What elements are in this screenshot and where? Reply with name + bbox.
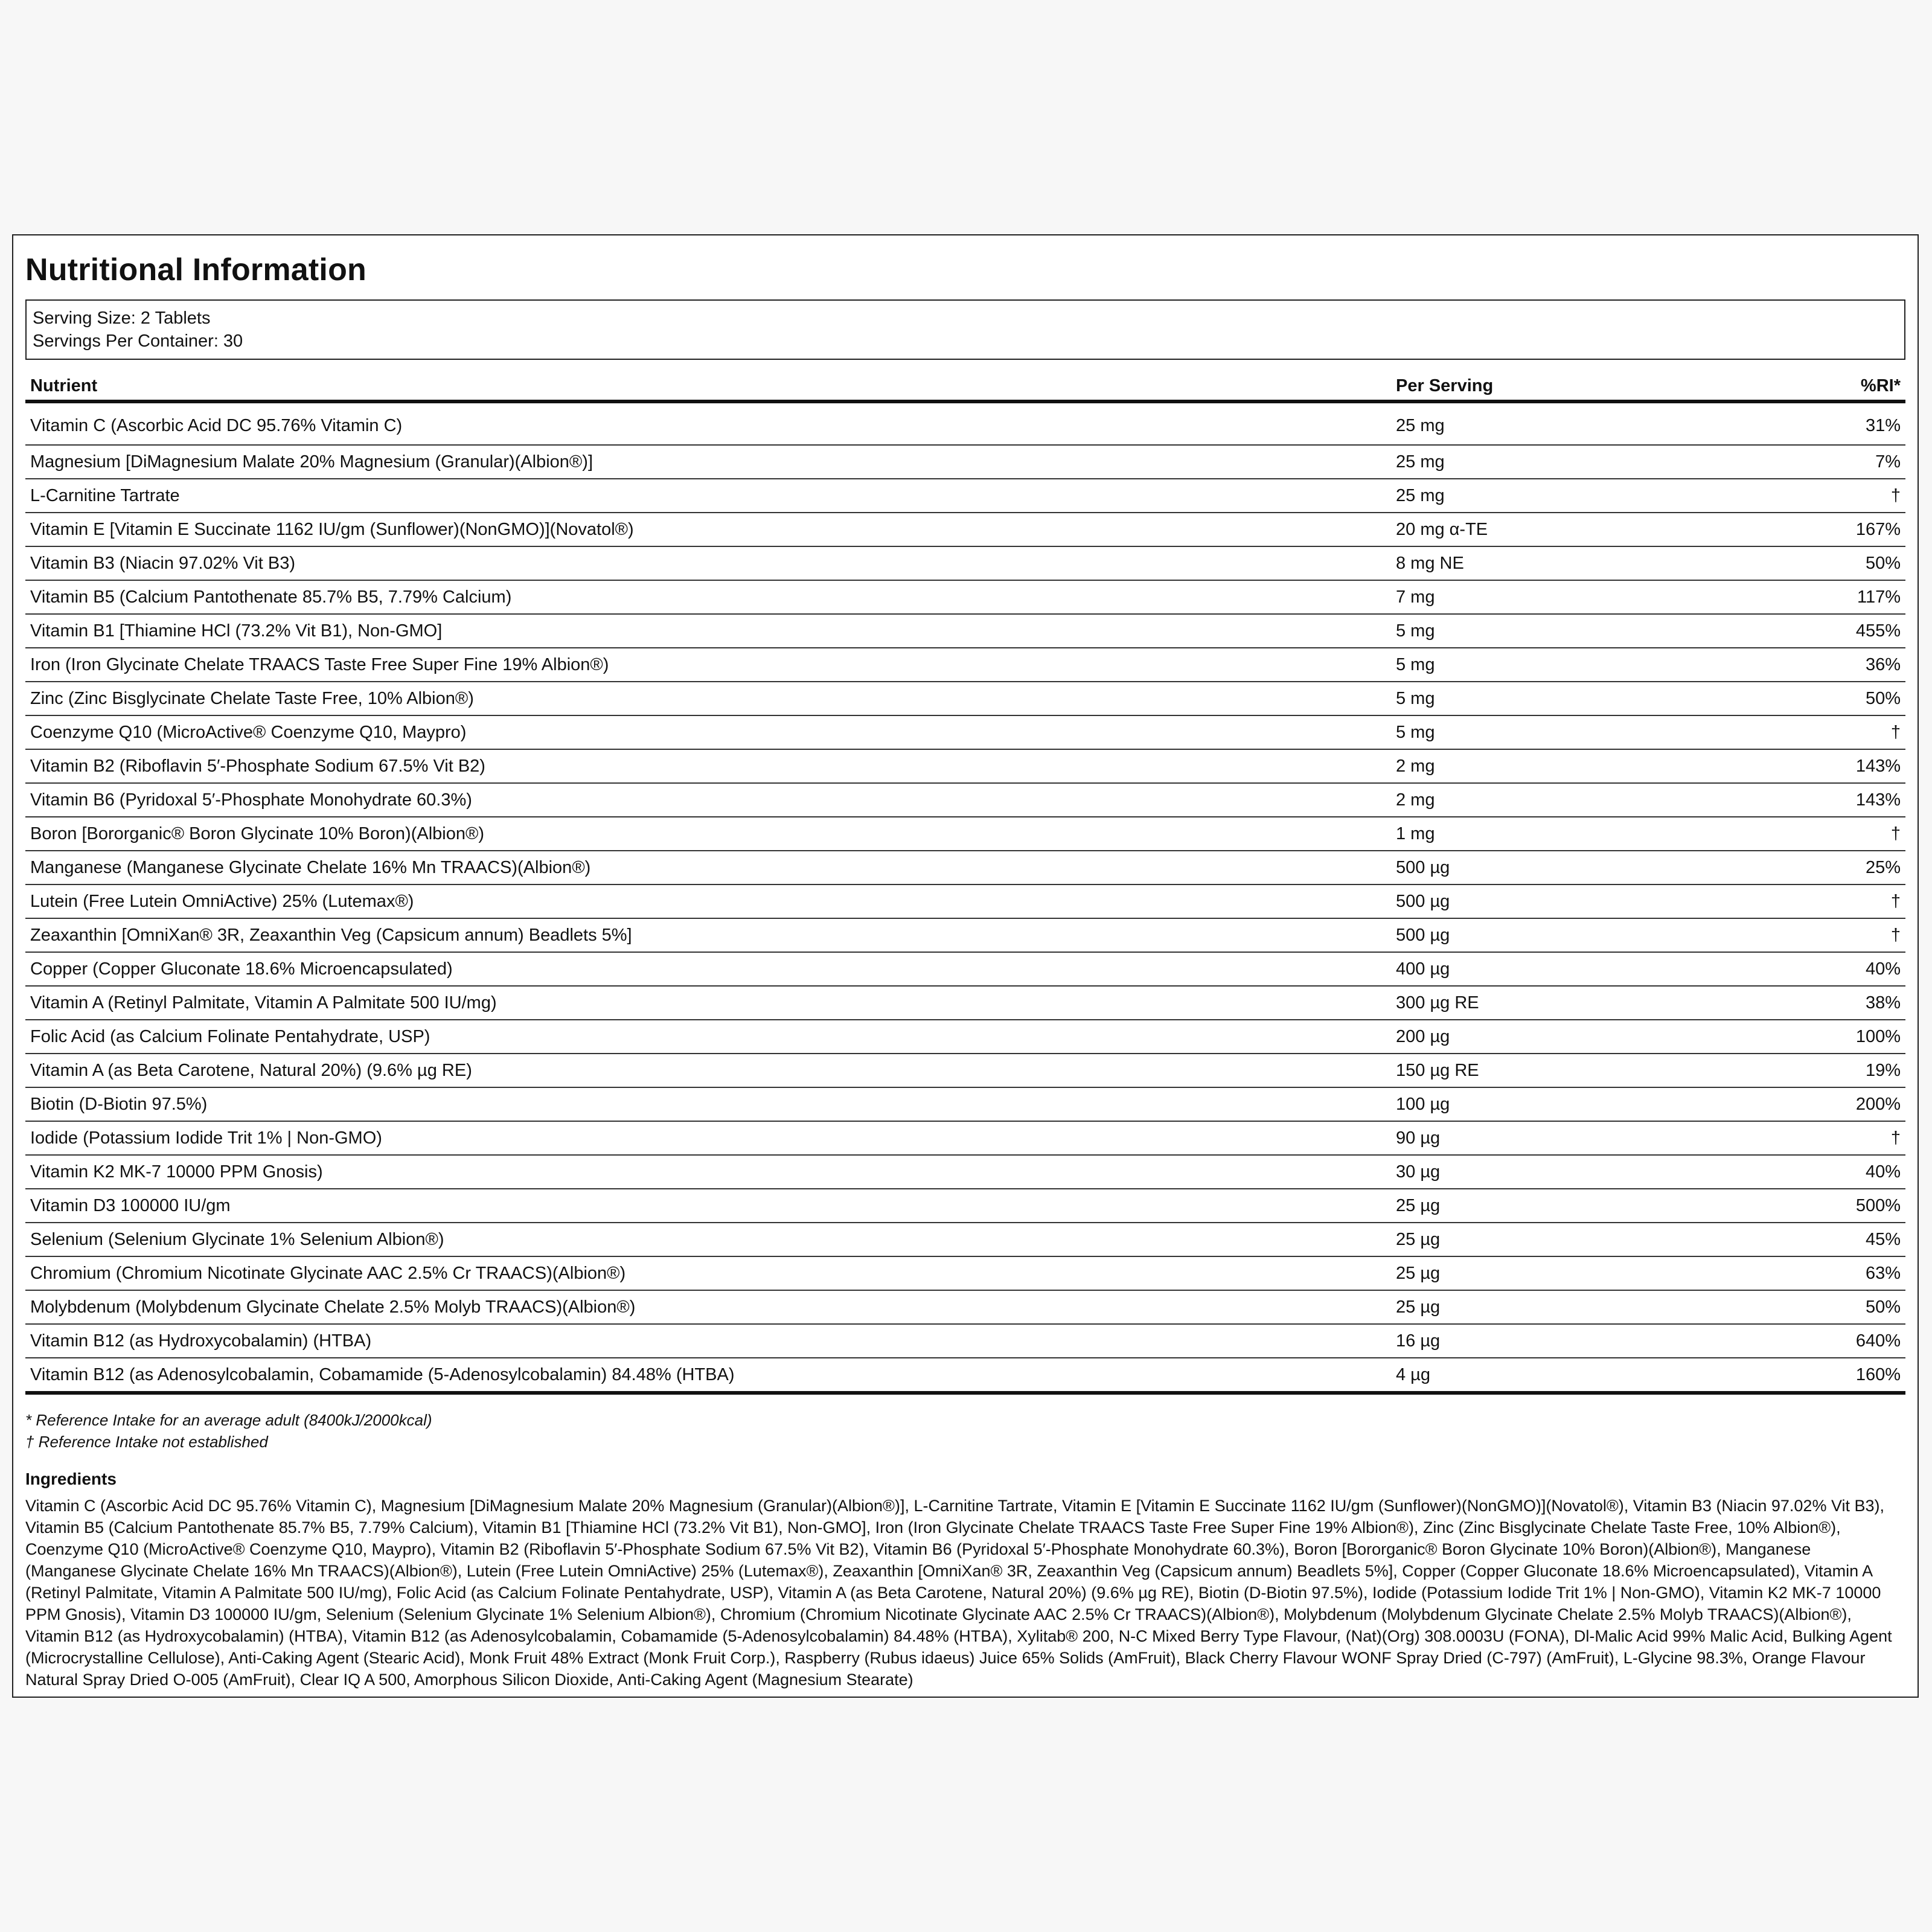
ri-cell: 117%	[1678, 580, 1905, 614]
table-row	[25, 1189, 1905, 1223]
table-row	[25, 445, 1905, 479]
page-title: Nutritional Information	[25, 252, 366, 287]
nutrient-cell: Molybdenum (Molybdenum Glycinate Chelate 2.5% Molyb TRAACS)(Albion®)	[25, 1290, 1391, 1324]
per-serving-cell: 4 µg	[1391, 1358, 1678, 1393]
nutrient-cell: Vitamin B3 (Niacin 97.02% Vit B3)	[25, 546, 1391, 580]
nutrient-cell: Coenzyme Q10 (MicroActive® Coenzyme Q10, Maypro)	[25, 715, 1391, 749]
ri-cell: †	[1678, 884, 1905, 918]
table-row	[25, 1054, 1905, 1087]
per-serving-cell: 25 mg	[1391, 445, 1678, 479]
nutrient-cell: Zinc (Zinc Bisglycinate Chelate Taste Free, 10% Albion®)	[25, 682, 1391, 715]
per-serving-cell: 5 mg	[1391, 715, 1678, 749]
per-serving-cell: 25 µg	[1391, 1290, 1678, 1324]
table-row	[25, 918, 1905, 952]
per-serving-cell: 1 mg	[1391, 817, 1678, 851]
header-nutrient: Nutrient	[25, 372, 1391, 401]
nutrient-cell: Biotin (D-Biotin 97.5%)	[25, 1087, 1391, 1121]
nutrient-cell: Vitamin B2 (Riboflavin 5′-Phosphate Sodium 67.5% Vit B2)	[25, 749, 1391, 783]
table-row	[25, 546, 1905, 580]
nutrient-cell: Lutein (Free Lutein OmniActive) 25% (Lutemax®)	[25, 884, 1391, 918]
per-serving-cell: 20 mg α-TE	[1391, 513, 1678, 546]
nutrient-cell: Iron (Iron Glycinate Chelate TRAACS Taste Free Super Fine 19% Albion®)	[25, 648, 1391, 682]
ingredients-heading: Ingredients	[25, 1470, 117, 1488]
ri-cell: 455%	[1678, 614, 1905, 648]
per-serving-cell: 5 mg	[1391, 648, 1678, 682]
per-serving-cell: 500 µg	[1391, 918, 1678, 952]
nutrient-cell: Iodide (Potassium Iodide Trit 1% | Non-GMO)	[25, 1121, 1391, 1155]
ri-cell: 63%	[1678, 1256, 1905, 1290]
per-serving-cell: 8 mg NE	[1391, 546, 1678, 580]
ri-cell: 40%	[1678, 952, 1905, 986]
table-row	[25, 1121, 1905, 1155]
table-row	[25, 401, 1905, 445]
ingredients-text: Vitamin C (Ascorbic Acid DC 95.76% Vitamin C), Magnesium [DiMagnesium Malate 20% Magnesium (Granular)(Albion®)], L-Carnitine Tartrate, Vitamin E [Vitamin E Succinate 1162 IU/gm (Sunflower)(NonGMO)](Novatol®), Vitamin B3 (Niacin 97.02% Vit B3), Vitamin B5 (Calcium Pantothenate 85.7% B5, 7.79% Calcium), Vitamin B1 [Thiamine HCl (73.2% Vit B1), Non-GMO], Iron (Iron Glycinate Chelate TRAACS Taste Free Super Fine 19% Albion®), Zinc (Zinc Bisglycinate Chelate Taste Free, 10% Albion®), Coenzyme Q10 (MicroActive® Coenzyme Q10, Maypro), Vitamin B2 (Riboflavin 5′-Phosphate Sodium 67.5% Vit B2), Vitamin B6 (Pyridoxal 5′-Phosphate Monohydrate 60.3%), Boron [Bororganic® Boron Glycinate 10% Boron)(Albion®), Manganese (Manganese Glycinate Chelate 16% Mn TRAACS)(Albion®), Lutein (Free Lutein OmniActive) 25% (Lutemax®), Zeaxanthin [OmniXan® 3R, Zeaxanthin Veg (Capsicum annum) Beadlets 5%], Copper (Copper Gluconate 18.6% Microencapsulated), Vitamin A (Retinyl Palmitate, Vitamin A Palmitate 500 IU/mg), Folic Acid (as Calcium Folinate Pentahydrate, USP), Vitamin A (as Beta Carotene, Natural 20%) (9.6% µg RE), Biotin (D-Biotin 97.5%), Iodide (Potassium Iodide Trit 1% | Non-GMO), Vitamin K2 MK-7 10000 PPM Gnosis), Vitamin D3 100000 IU/gm, Selenium (Selenium Glycinate 1% Selenium Albion®), Chromium (Chromium Nicotinate Glycinate AAC 2.5% Cr TRAACS)(Albion®), Molybdenum (Molybdenum Glycinate Chelate 2.5% Molyb TRAACS)(Albion®), Vitamin B12 (as Hydroxycobalamin) (HTBA), Vitamin B12 (as Adenosylcobalamin, Cobamamide (5-Adenosylcobalamin) 84.48% (HTBA), Xylitab® 200, N-C Mixed Berry Type Flavour, (Nat)(Org) 308.0003U (FONA), Dl-Malic Acid 99% Malic Acid, Bulking Agent (Microcrystalline Cellulose), Anti-Caking Agent (Stearic Acid), Monk Fruit 48% Extract (Monk Fruit Corp.), Raspberry (Rubus idaeus) Juice 65% Solids (AmFruit), Black Cherry Flavour WONF Spray Dried (C-797) (AmFruit), L-Glycine 98.3%, Orange Flavour Natural Spray Dried O-005 (AmFruit), Clear IQ A 500, Amorphous Silicon Dioxide, Anti-Caking Agent (Magnesium Stearate)	[25, 1497, 1892, 1689]
table-row	[25, 614, 1905, 648]
nutrient-rows	[25, 401, 1905, 1393]
table-row	[25, 817, 1905, 851]
nutrient-cell: Vitamin E [Vitamin E Succinate 1162 IU/gm (Sunflower)(NonGMO)](Novatol®)	[25, 513, 1391, 546]
ri-cell: 50%	[1678, 682, 1905, 715]
nutrient-cell: Vitamin B12 (as Hydroxycobalamin) (HTBA)	[25, 1324, 1391, 1358]
table-row	[25, 1155, 1905, 1189]
nutrient-cell: Chromium (Chromium Nicotinate Glycinate AAC 2.5% Cr TRAACS)(Albion®)	[25, 1256, 1391, 1290]
ri-cell: †	[1678, 817, 1905, 851]
footnote-reference-intake: * Reference Intake for an average adult (8400kJ/2000kcal)	[25, 1411, 432, 1429]
table-row	[25, 952, 1905, 986]
per-serving-cell: 16 µg	[1391, 1324, 1678, 1358]
nutrient-cell: Vitamin A (Retinyl Palmitate, Vitamin A Palmitate 500 IU/mg)	[25, 986, 1391, 1020]
ri-cell: 160%	[1678, 1358, 1905, 1393]
servings-per-container: Servings Per Container: 30	[33, 331, 243, 351]
ri-cell: 50%	[1678, 546, 1905, 580]
nutrient-cell: Zeaxanthin [OmniXan® 3R, Zeaxanthin Veg (Capsicum annum) Beadlets 5%]	[25, 918, 1391, 952]
nutrition-panel	[12, 234, 1919, 1698]
table-row	[25, 648, 1905, 682]
per-serving-cell: 90 µg	[1391, 1121, 1678, 1155]
per-serving-cell: 25 mg	[1391, 401, 1678, 445]
serving-size: Serving Size: 2 Tablets	[33, 309, 211, 328]
header-ri: %RI*	[1678, 372, 1905, 401]
per-serving-cell: 7 mg	[1391, 580, 1678, 614]
ri-cell: 19%	[1678, 1054, 1905, 1087]
nutrient-cell: Manganese (Manganese Glycinate Chelate 16% Mn TRAACS)(Albion®)	[25, 851, 1391, 884]
per-serving-cell: 300 µg RE	[1391, 986, 1678, 1020]
per-serving-cell: 25 µg	[1391, 1256, 1678, 1290]
table-row	[25, 1290, 1905, 1324]
header-per-serving: Per Serving	[1391, 372, 1678, 401]
nutrient-cell: Magnesium [DiMagnesium Malate 20% Magnesium (Granular)(Albion®)]	[25, 445, 1391, 479]
nutrient-table	[25, 372, 1905, 1395]
table-row	[25, 1087, 1905, 1121]
table-row	[25, 1256, 1905, 1290]
table-row	[25, 1324, 1905, 1358]
nutrient-cell: Vitamin A (as Beta Carotene, Natural 20%) (9.6% µg RE)	[25, 1054, 1391, 1087]
ri-cell: 45%	[1678, 1223, 1905, 1256]
nutrient-cell: Vitamin K2 MK-7 10000 PPM Gnosis)	[25, 1155, 1391, 1189]
per-serving-cell: 500 µg	[1391, 884, 1678, 918]
ri-cell: †	[1678, 715, 1905, 749]
nutrient-cell: Vitamin D3 100000 IU/gm	[25, 1189, 1391, 1223]
ri-cell: 31%	[1678, 401, 1905, 445]
nutrient-cell: Folic Acid (as Calcium Folinate Pentahydrate, USP)	[25, 1020, 1391, 1054]
per-serving-cell: 2 mg	[1391, 783, 1678, 817]
ri-cell: 40%	[1678, 1155, 1905, 1189]
table-header-row	[25, 372, 1905, 401]
nutrient-cell: Vitamin C (Ascorbic Acid DC 95.76% Vitamin C)	[25, 401, 1391, 445]
per-serving-cell: 2 mg	[1391, 749, 1678, 783]
nutrient-cell: Boron [Bororganic® Boron Glycinate 10% Boron)(Albion®)	[25, 817, 1391, 851]
per-serving-cell: 5 mg	[1391, 682, 1678, 715]
ri-cell: †	[1678, 1121, 1905, 1155]
ri-cell: 640%	[1678, 1324, 1905, 1358]
ri-cell: 500%	[1678, 1189, 1905, 1223]
table-row	[25, 1223, 1905, 1256]
per-serving-cell: 500 µg	[1391, 851, 1678, 884]
per-serving-cell: 200 µg	[1391, 1020, 1678, 1054]
per-serving-cell: 25 µg	[1391, 1189, 1678, 1223]
table-row	[25, 986, 1905, 1020]
nutrient-cell: Selenium (Selenium Glycinate 1% Selenium Albion®)	[25, 1223, 1391, 1256]
ri-cell: 7%	[1678, 445, 1905, 479]
table-row	[25, 749, 1905, 783]
ri-cell: †	[1678, 918, 1905, 952]
ri-cell: 143%	[1678, 783, 1905, 817]
table-row	[25, 682, 1905, 715]
table-row	[25, 479, 1905, 513]
serving-info-box	[25, 299, 1905, 360]
per-serving-cell: 400 µg	[1391, 952, 1678, 986]
table-row	[25, 1358, 1905, 1393]
nutrient-cell: L-Carnitine Tartrate	[25, 479, 1391, 513]
ri-cell: 50%	[1678, 1290, 1905, 1324]
per-serving-cell: 5 mg	[1391, 614, 1678, 648]
table-row	[25, 851, 1905, 884]
table-row	[25, 513, 1905, 546]
footnotes	[25, 1409, 1905, 1453]
table-row	[25, 783, 1905, 817]
ri-cell: 38%	[1678, 986, 1905, 1020]
nutrient-cell: Vitamin B6 (Pyridoxal 5′-Phosphate Monohydrate 60.3%)	[25, 783, 1391, 817]
nutrient-cell: Vitamin B12 (as Adenosylcobalamin, Cobamamide (5-Adenosylcobalamin) 84.48% (HTBA)	[25, 1358, 1391, 1393]
table-row	[25, 580, 1905, 614]
nutrient-cell: Vitamin B5 (Calcium Pantothenate 85.7% B5, 7.79% Calcium)	[25, 580, 1391, 614]
ri-cell: 25%	[1678, 851, 1905, 884]
ri-cell: 200%	[1678, 1087, 1905, 1121]
per-serving-cell: 25 µg	[1391, 1223, 1678, 1256]
table-row	[25, 1020, 1905, 1054]
nutrient-cell: Vitamin B1 [Thiamine HCl (73.2% Vit B1), Non-GMO]	[25, 614, 1391, 648]
footnote-not-established: † Reference Intake not established	[25, 1433, 268, 1451]
per-serving-cell: 25 mg	[1391, 479, 1678, 513]
ri-cell: 167%	[1678, 513, 1905, 546]
ri-cell: †	[1678, 479, 1905, 513]
per-serving-cell: 100 µg	[1391, 1087, 1678, 1121]
table-row	[25, 715, 1905, 749]
per-serving-cell: 150 µg RE	[1391, 1054, 1678, 1087]
nutrient-cell: Copper (Copper Gluconate 18.6% Microencapsulated)	[25, 952, 1391, 986]
ri-cell: 36%	[1678, 648, 1905, 682]
per-serving-cell: 30 µg	[1391, 1155, 1678, 1189]
table-row	[25, 884, 1905, 918]
ri-cell: 143%	[1678, 749, 1905, 783]
ri-cell: 100%	[1678, 1020, 1905, 1054]
